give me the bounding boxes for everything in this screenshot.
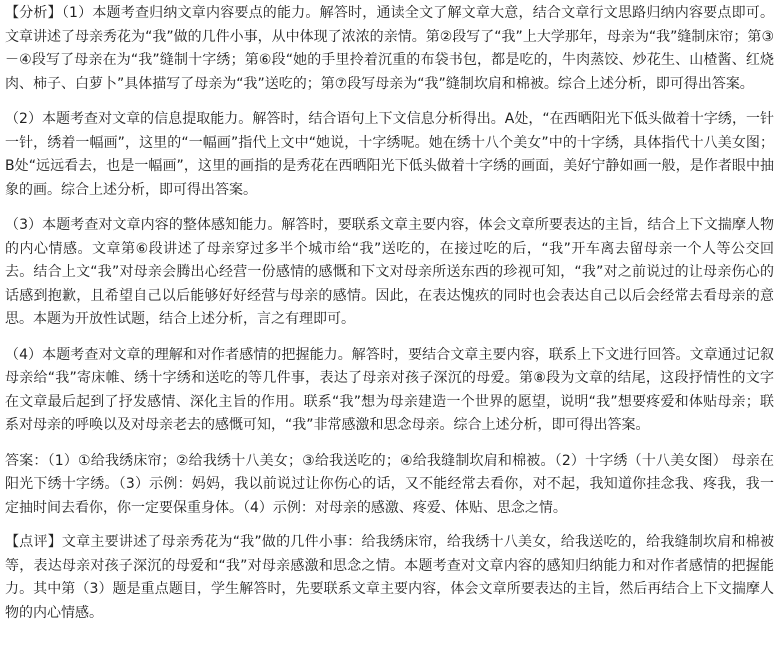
answer-paragraph: 答案：（1）①给我绣床帘；②给我绣十八美女；③给我送吃的；④给我缝制坎肩和棉被。（2）十字绣（十八美女图） 母亲在阳光下绣十字绣。（3）示例：妈妈，我以前说过让你伤心的话，又不能经常去看你，对不起，我知道你挂念我、疼我，我一定抽时间去看你，你一定要保重身体。（4）示例：对母亲的感激、疼爱、体贴、思念之情。 bbox=[5, 452, 774, 516]
analysis-part-3: （3）本题考查对文章内容的整体感知能力。解答时，要联系文章主要内容，体会文章所要表达的主旨，结合上下文揣摩人物的内心情感。文章第⑥段讲述了母亲穿过多半个城市给“我”送吃的，在接过吃的后，“我”开车离去留母亲一个人等公交回去。结合上文“我”对母亲会腾出心经营一份感情的感慨和下文对母亲所送东西的珍视可知，“我”对之前说过的让母亲伤心的话感到抱歉，且希望自己以后能够好好经营与母亲的感情。因此，在表达愧疚的同时也会表达自己以后会经常去看母亲的意思。本题为开放性试题，结合上述分析，言之有理即可。 bbox=[5, 217, 774, 327]
analysis-part-1: 【分析】（1）本题考查归纳文章内容要点的能力。解答时，通读全文了解文章大意，结合文章行文思路归纳内容要点即可。文章讲述了母亲秀花为“我”做的几件小事，从中体现了浓浓的亲情。第②段写了“我”上大学那年，母亲为“我”缝制床帘；第③－④段写了母亲在为“我”缝制十字绣；第⑥段“她的手里拎着沉重的布袋书包，都是吃的，牛肉蒸饺、炒花生、山楂酱、红烧肉、柿子、白萝卜”具体描写了母亲为“我”送吃的；第⑦段写母亲为“我”缝制坎肩和棉被。综合上述分析，即可得出答案。 bbox=[5, 5, 774, 92]
analysis-part-4: （4）本题考查对文章的理解和对作者感情的把握能力。解答时，要结合文章主要内容，联系上下文进行回答。文章通过记叙母亲给“我”寄床帷、绣十字绣和送吃的等几件事，表达了母亲对孩子深沉的母爱。第⑧段为文章的结尾，这段抒情性的文字在文章最后起到了抒发感情、深化主旨的作用。联系“我”想为母亲建造一个世界的愿望，说明“我”想要疼爱和体贴母亲；联系对母亲的呼唤以及对母亲老去的感慨可知，“我”非常感激和思念母亲。综合上述分析，即可得出答案。 bbox=[5, 346, 774, 433]
analysis-part-2: （2）本题考查对文章的信息提取能力。解答时，结合语句上下文信息分析得出。A处，“在西晒阳光下低头做着十字绣，一针一针，绣着一幅画”，这里的“一幅画”指代上文中“她说，十字绣呢。她在绣十八个美女”中的十字绣，具体指代十八美女图；B处“远远看去，也是一幅画”，这里的画指的是秀花在西晒阳光下低头做着十字绣的画面，美好宁静如画一般，是作者眼中抽象的画。综合上述分析，即可得出答案。 bbox=[5, 111, 774, 198]
comment-paragraph: 【点评】文章主要讲述了母亲秀花为“我”做的几件小事：给我绣床帘，给我绣十八美女，给我送吃的，给我缝制坎肩和棉被等，表达母亲对孩子深沉的母爱和“我”对母亲感激和思念之情。本题考查对文章内容的感知归纳能力和对作者感情的把握能力。其中第（3）题是重点题目，学生解答时，先要联系文章主要内容，体会文章所要表达的主旨，然后再结合上下文揣摩人物的内心情感。 bbox=[5, 534, 774, 621]
